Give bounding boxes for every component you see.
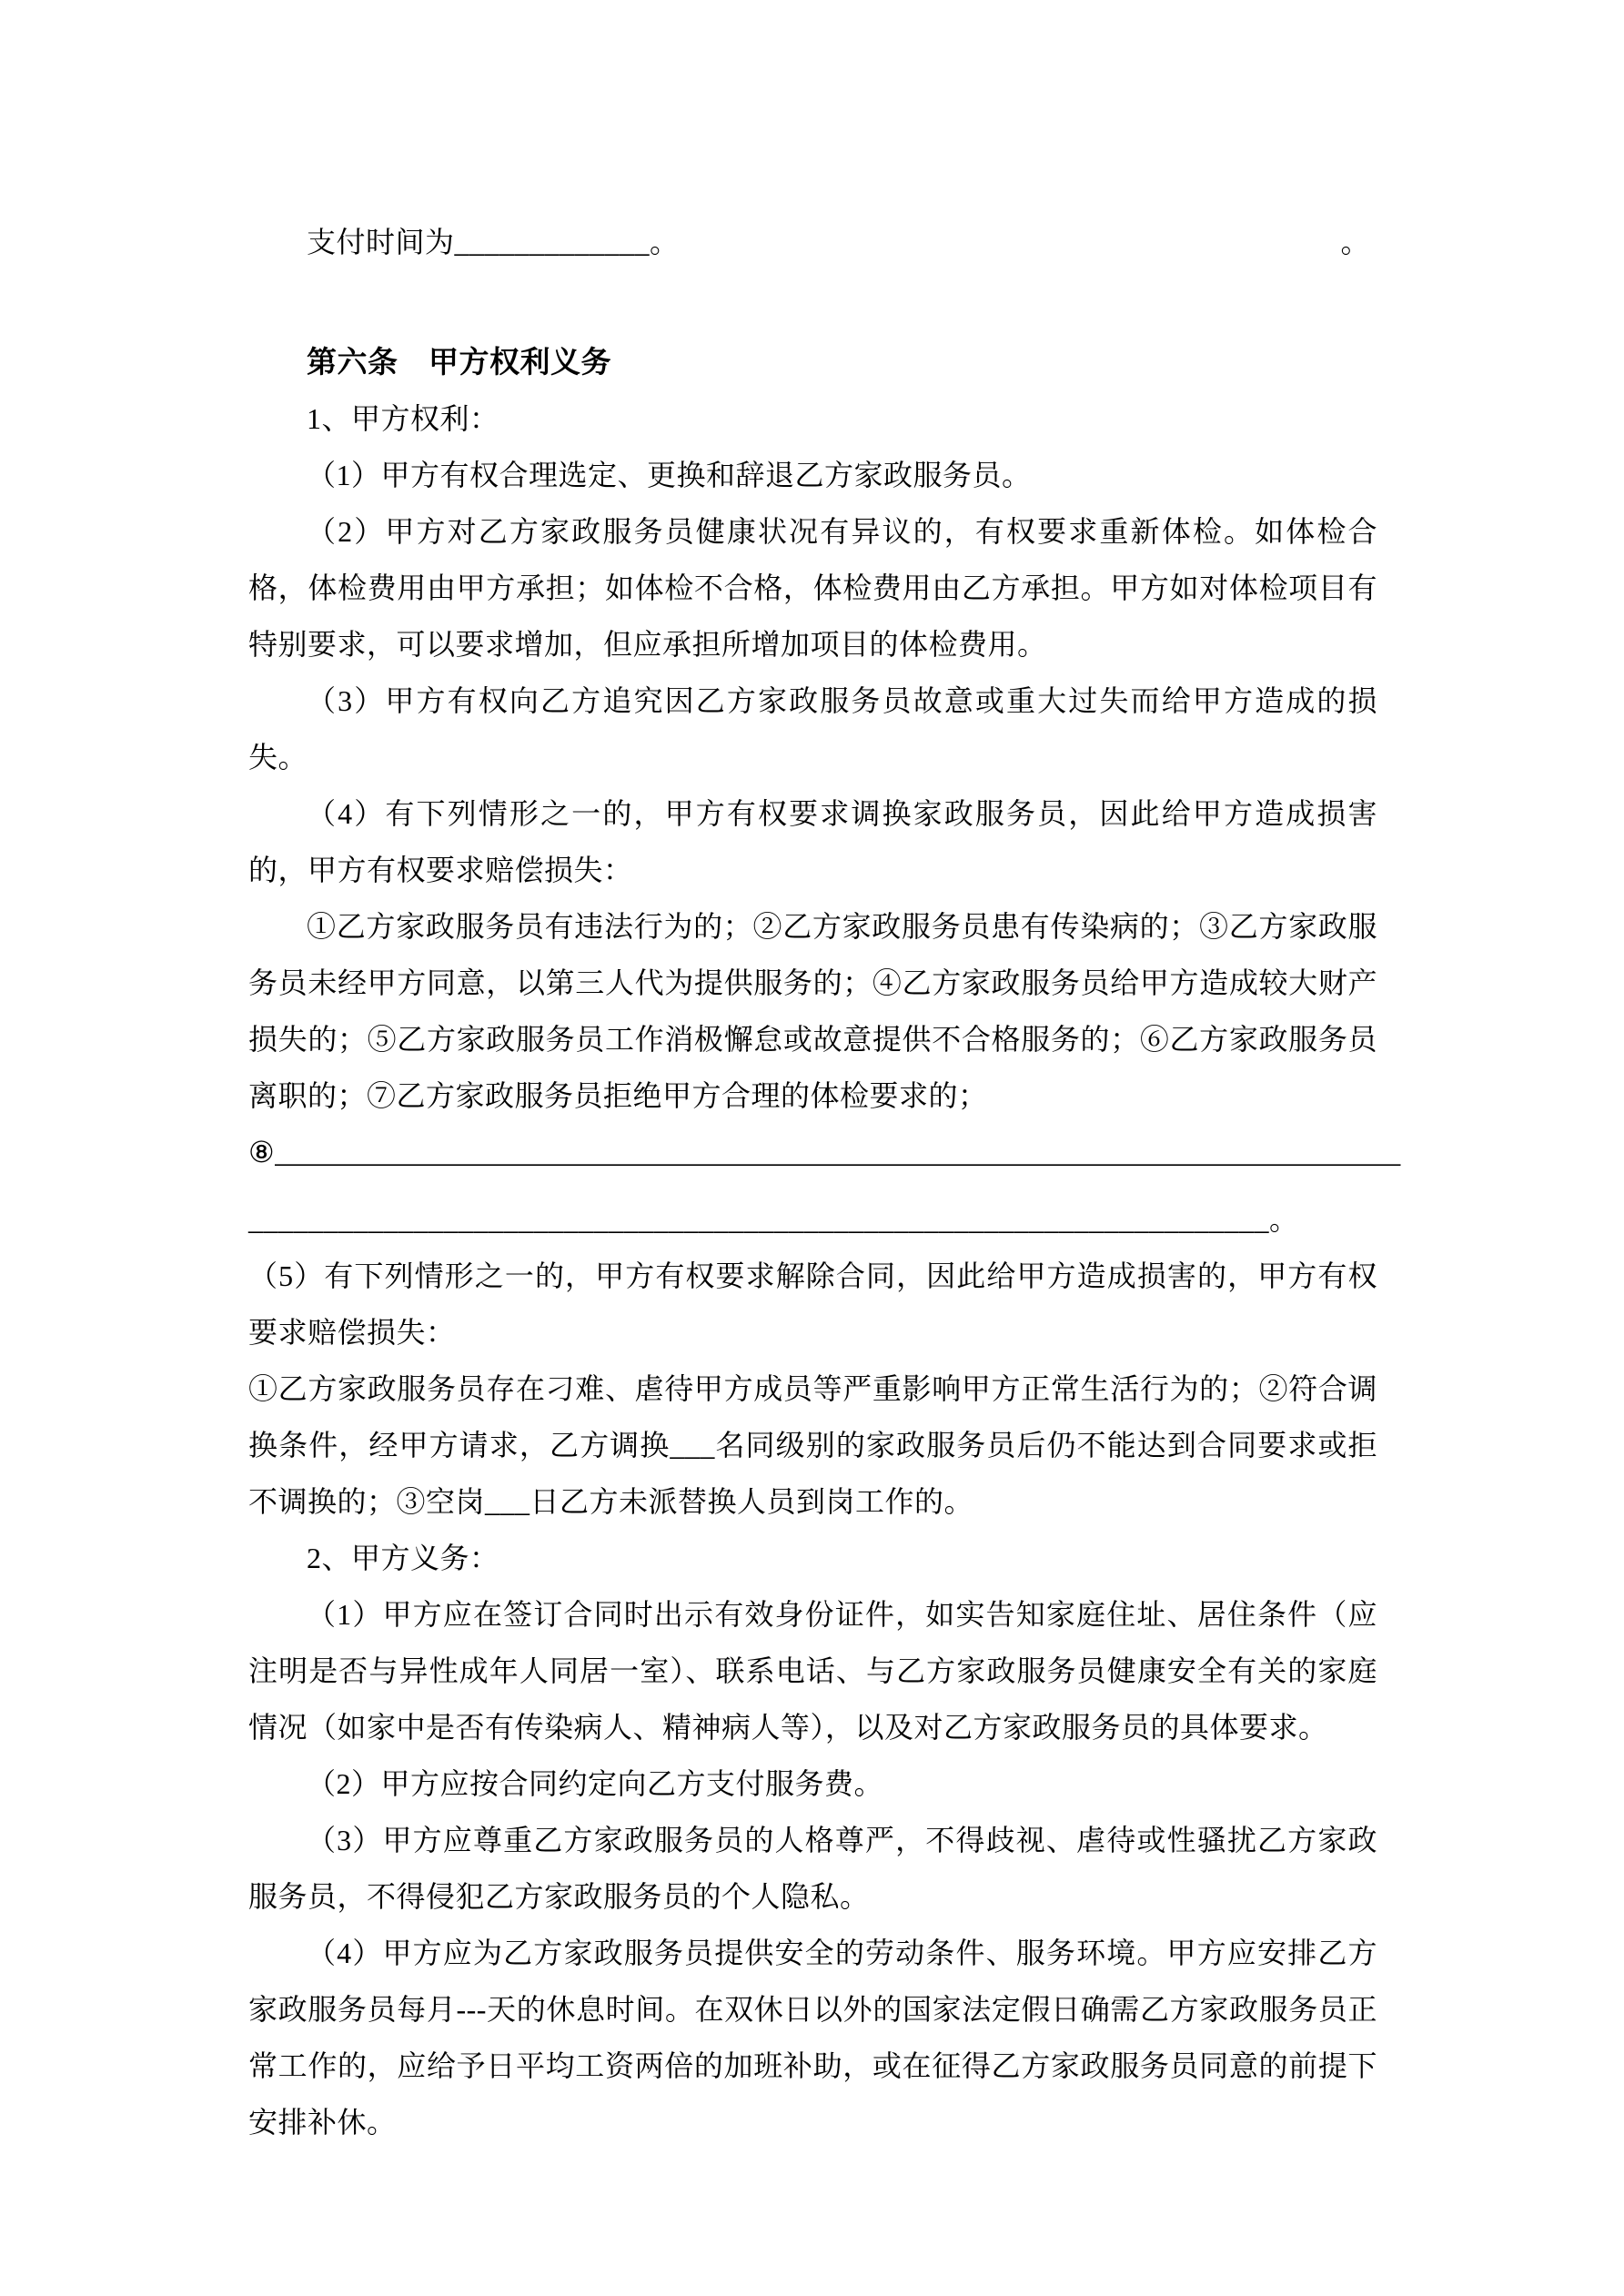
obligation-2-payment: （2）甲方应按合同约定向乙方支付服务费。 [307, 1767, 884, 1800]
obligation-3-dignity: （3）甲方应尊重乙方家政服务员的人格尊严，不得歧视、虐待或性骚扰乙方家政服务员，不得侵犯乙方家政服务员的个人隐私。 [248, 1824, 1377, 1913]
line-end-period: 。 [1340, 226, 1370, 258]
clause-4-blank-continuation-line: ____________________________________________________________________。 [248, 1203, 1299, 1236]
clause-1-select-replace: （1）甲方有权合理选定、更换和辞退乙方家政服务员。 [307, 459, 1032, 491]
payment-time-line [248, 214, 1377, 270]
obligation-1-disclosure: （1）甲方应在签订合同时出示有效身份证件，如实告知家庭住址、居住条件（应注明是否与异性成年人同居一室）、联系电话、与乙方家政服务员健康安全有关的家庭情况（如家中是否有传染病人、精神病人等），以及对乙方家政服务员的具体要求。 [248, 1598, 1377, 1744]
clause-3-liability: （3）甲方有权向乙方追究因乙方家政服务员故意或重大过失而给甲方造成的损失。 [248, 684, 1377, 774]
party-a-obligations-label: 2、甲方义务： [307, 1542, 499, 1574]
clause-4-enumerated-items: ①乙方家政服务员有违法行为的；②乙方家政服务员患有传染病的；③乙方家政服务员未经甲方同意，以第三人代为提供服务的；④乙方家政服务员给甲方造成较大财产损失的；⑤乙方家政服务员工作消极懈怠或故意提供不合格服务的；⑥乙方家政服务员离职的；⑦乙方家政服务员拒绝甲方合理的体检要求的； [248, 910, 1377, 1112]
clause-5-enumerated-items: ①乙方家政服务员存在刁难、虐待甲方成员等严重影响甲方正常生活行为的；②符合调换条件，经甲方请求，乙方调换___名同级别的家政服务员后仍不能达到合同要求或拒不调换的；③空岗___日乙方未派替换人员到岗工作的。 [248, 1372, 1377, 1518]
clause-5-termination-conditions: （5）有下列情形之一的，甲方有权要求解除合同，因此给甲方造成损害的，甲方有权要求赔偿损失： [248, 1259, 1377, 1349]
party-a-rights-label: 1、甲方权利： [307, 402, 499, 435]
clause-4-replacement-conditions: （4）有下列情形之一的，甲方有权要求调换家政服务员，因此给甲方造成损害的，甲方有权要求赔偿损失： [248, 797, 1377, 886]
clause-2-health-check: （2）甲方对乙方家政服务员健康状况有异议的，有权要求重新体检。如体检合格，体检费用由甲方承担；如体检不合格，体检费用由乙方承担。甲方如对体检项目有特别要求，可以要求增加，但应承担所增加项目的体检费用。 [248, 515, 1377, 661]
clause-4-item-8-blank-line: ⑧___________________________________________________________________________ [248, 1136, 1401, 1168]
obligation-4-work-conditions: （4）甲方应为乙方家政服务员提供安全的劳动条件、服务环境。甲方应安排乙方家政服务员每月---天的休息时间。在双休日以外的国家法定假日确需乙方家政服务员正常工作的，应给予日平均工资两倍的加班补助，或在征得乙方家政服务员同意的前提下安排补休。 [248, 1937, 1377, 2139]
article-6-heading: 第六条 甲方权利义务 [307, 345, 611, 379]
payment-time-text: 支付时间为_____________。 [307, 226, 680, 258]
